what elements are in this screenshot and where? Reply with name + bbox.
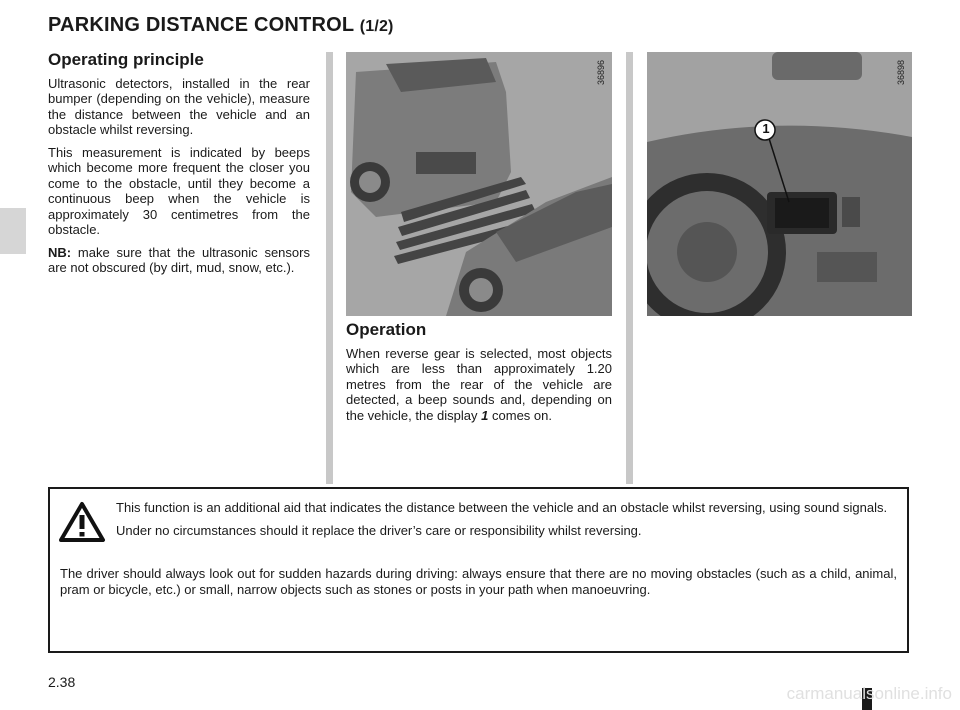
nb-text: make sure that the ultrasonic sensors are not obscured (by dirt, mud, snow, etc.).	[48, 244, 310, 275]
operation-ref: 1	[481, 407, 489, 423]
warning-paragraph-3: The driver should always look out for sudden hazards during driving: always ensure that there are no moving obstacles (such as a child, animal, pram or bicycle, etc.) or small, narrow objects such as stones or posts in your path when manoeuvring.	[60, 566, 897, 597]
principle-nb	[48, 245, 310, 276]
operation-heading: Operation	[346, 320, 427, 339]
warning-intro	[116, 500, 897, 546]
operation-paragraph	[346, 346, 612, 424]
operating-principle-heading: Operating principle	[48, 50, 204, 69]
warning-triangle-icon	[58, 501, 106, 543]
warning-box	[48, 487, 909, 653]
operating-principle-section	[48, 52, 310, 283]
operation-section	[346, 322, 612, 430]
column-divider-right	[626, 52, 633, 484]
section-tab	[0, 208, 26, 254]
page-title	[48, 14, 394, 37]
callout-1: 1	[762, 121, 770, 136]
nb-label: NB:	[48, 244, 72, 260]
principle-paragraph-1: Ultrasonic detectors, installed in the rear bumper (depending on the vehicle), measure the distance between the vehicle and an obstacle whilst reversing.	[48, 75, 310, 137]
car-rear-sensors-illustration	[346, 52, 612, 316]
column-divider-left	[326, 52, 333, 484]
warning-paragraph-1: This function is an additional aid that indicates the distance between the vehicle and an obstacle whilst reversing, using sound signals.	[116, 500, 888, 515]
figure-code-car: 36896	[596, 60, 606, 86]
warning-paragraph-2: Under no circumstances should it replace the driver’s care or responsibility whilst reversing.	[116, 523, 642, 538]
title-part: (1/2)	[359, 18, 394, 35]
dashboard-display-illustration	[647, 52, 912, 316]
title-text: PARKING DISTANCE CONTROL	[48, 14, 354, 36]
page-number: 2.38	[48, 674, 76, 690]
car-sensors-image	[346, 52, 612, 316]
dashboard-image	[647, 52, 912, 316]
watermark: carmanualsonline.info	[786, 684, 952, 703]
figure-code-dashboard: 36898	[896, 60, 906, 86]
operation-text-b: comes on.	[492, 407, 552, 423]
operation-text-a: When reverse gear is selected, most objects which are less than approximately 1.20 metres from the rear of the vehicle are detected, a beep sounds and, depending on the vehicle, the display	[346, 345, 612, 423]
principle-paragraph-2: This measurement is indicated by beeps which become more frequent the closer you come to the obstacle, until they become a continuous beep when the vehicle is approximately 30 centimetres from the obstacle.	[48, 144, 310, 237]
